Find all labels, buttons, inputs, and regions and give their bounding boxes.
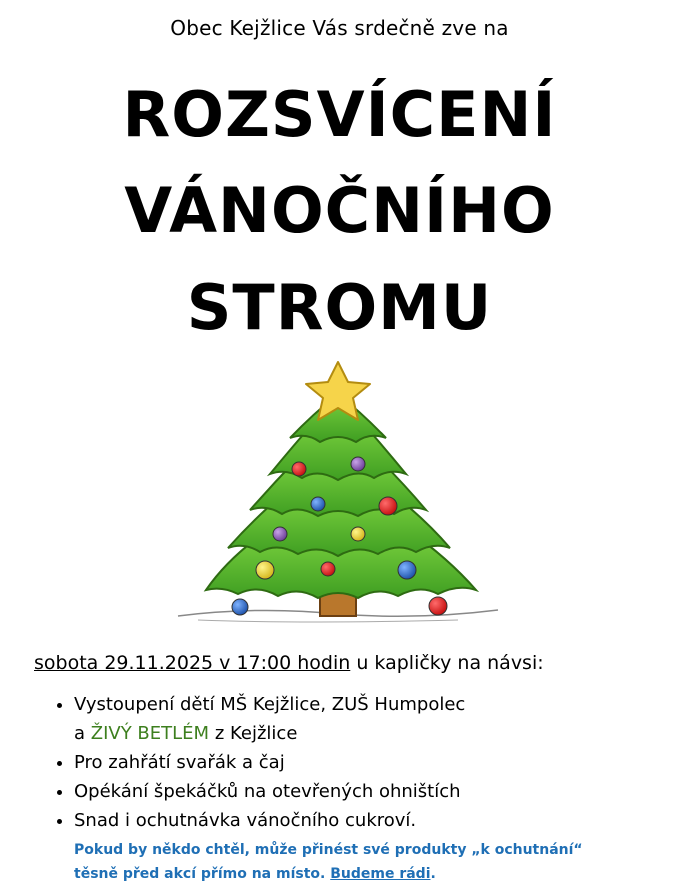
event-date: sobota 29.11.2025 v 17:00 hodin (34, 652, 351, 674)
list-item-text: z Kejžlice (209, 723, 298, 744)
list-item-text: Snad i ochutnávka vánočního cukroví. (74, 810, 417, 831)
list-item-text: Opékání špekáčků na otevřených ohništích (74, 781, 461, 802)
note-text (74, 838, 674, 886)
title-line-1: ROZSVÍCENÍ (122, 78, 557, 151)
list-item-text: a (74, 723, 91, 744)
list-item (74, 806, 664, 835)
christmas-tree-illustration (158, 358, 518, 628)
program-list (40, 690, 664, 835)
title-line-2: VÁNOČNÍHO (124, 174, 555, 247)
list-item (74, 777, 664, 806)
list-item-text: Vystoupení dětí MŠ Kejžlice, ZUŠ Humpolec (74, 694, 466, 715)
list-item (74, 690, 664, 748)
title-line-3: STROMU (186, 271, 493, 344)
event-date-place (34, 652, 664, 674)
event-place: u kapličky na návsi: (350, 652, 544, 674)
list-item-text: Pro zahřátí svařák a čaj (74, 752, 285, 773)
list-item (74, 748, 664, 777)
intro-text: Obec Kejžlice Vás srdečně zve na (170, 16, 509, 40)
zivy-betlem-highlight: ŽIVÝ BETLÉM (90, 723, 210, 744)
note-line-2: těsně před akcí přímo na místo. (74, 866, 331, 882)
note-line-1: Pokud by někdo chtěl, může přinést své produkty „k ochutnání“ (74, 842, 583, 858)
note-underlined: Budeme rádi (330, 866, 431, 882)
note-line-2-end: . (430, 866, 436, 882)
